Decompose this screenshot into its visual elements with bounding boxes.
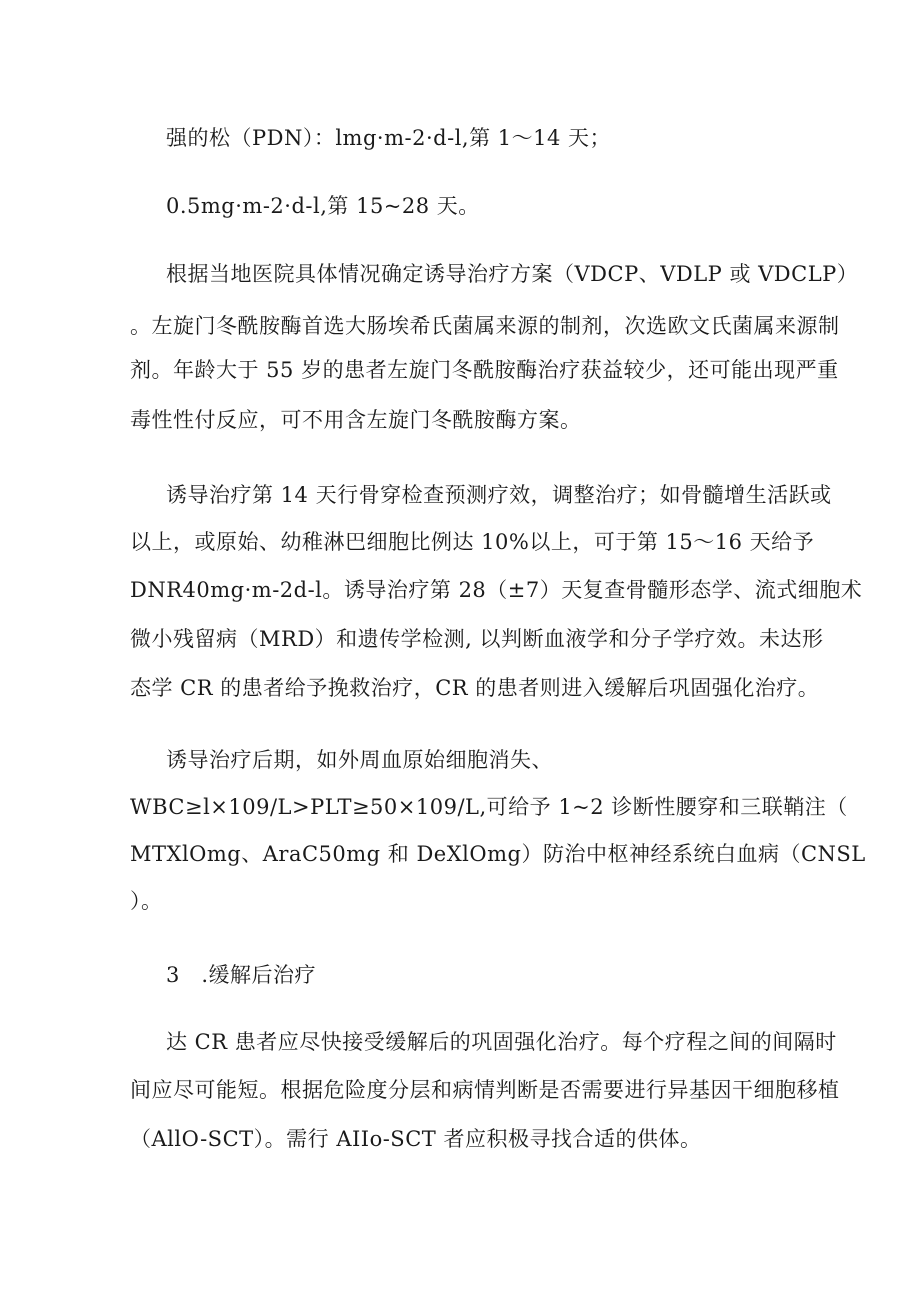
text-line: 根据当地医院具体情况确定诱导治疗方案（VDCP、VDLP 或 VDCLP）	[166, 262, 859, 286]
text-line: 诱导治疗第 14 天行骨穿检查预测疗效，调整治疗；如骨髓增生活跃或	[166, 483, 832, 507]
text-line: ）。	[130, 889, 163, 913]
text-line: （AllO-SCT）。需行 AIIo-SCT 者应积极寻找合适的供体。	[130, 1127, 702, 1151]
text-line: 态学 CR 的患者给予挽救治疗，CR 的患者则进入缓解后巩固强化治疗。	[130, 676, 820, 700]
text-line: 诱导治疗后期，如外周血原始细胞消失、	[166, 748, 553, 772]
text-line: 剂。年龄大于 55 岁的患者左旋门冬酰胺酶治疗获益较少，还可能出现严重	[130, 358, 839, 382]
text-line: 毒性性付反应，可不用含左旋门冬酰胺酶方案。	[130, 408, 582, 432]
text-line: 微小残留病（MRD）和遗传学检测, 以判断血液学和分子学疗效。未达形	[130, 627, 824, 651]
text-line: 以上，或原始、幼稚淋巴细胞比例达 10%以上，可于第 15～16 天给予	[130, 530, 815, 554]
text-line: 达 CR 患者应尽快接受缓解后的巩固强化治疗。每个疗程之间的间隔时	[166, 1030, 837, 1054]
text-line: 间应尽可能短。根据危险度分层和病情判断是否需要进行异基因干细胞移植	[130, 1078, 840, 1102]
text-line: 0.5mg·m-2·d-l,第 15~28 天。	[166, 194, 480, 218]
text-line: 。左旋门冬酰胺酶首选大肠埃希氏菌属来源的制剂，次选欧文氏菌属来源制	[130, 314, 840, 338]
text-line: DNR40mg·m-2d-l。诱导治疗第 28（±7）天复查骨髓形态学、流式细胞术	[130, 578, 863, 602]
text-line: 强的松（PDN）：lmg·m-2·d-l,第 1～14 天；	[166, 126, 611, 150]
section-heading: 3 .缓解后治疗	[166, 963, 317, 987]
text-line: MTXlOmg、AraC50mg 和 DeXlOmg）防治中枢神经系统白血病（CNSL	[130, 842, 866, 866]
text-line: WBC≥l×109/L>PLT≥50×109/L,可给予 1~2 诊断性腰穿和三联鞘注（	[130, 795, 848, 819]
